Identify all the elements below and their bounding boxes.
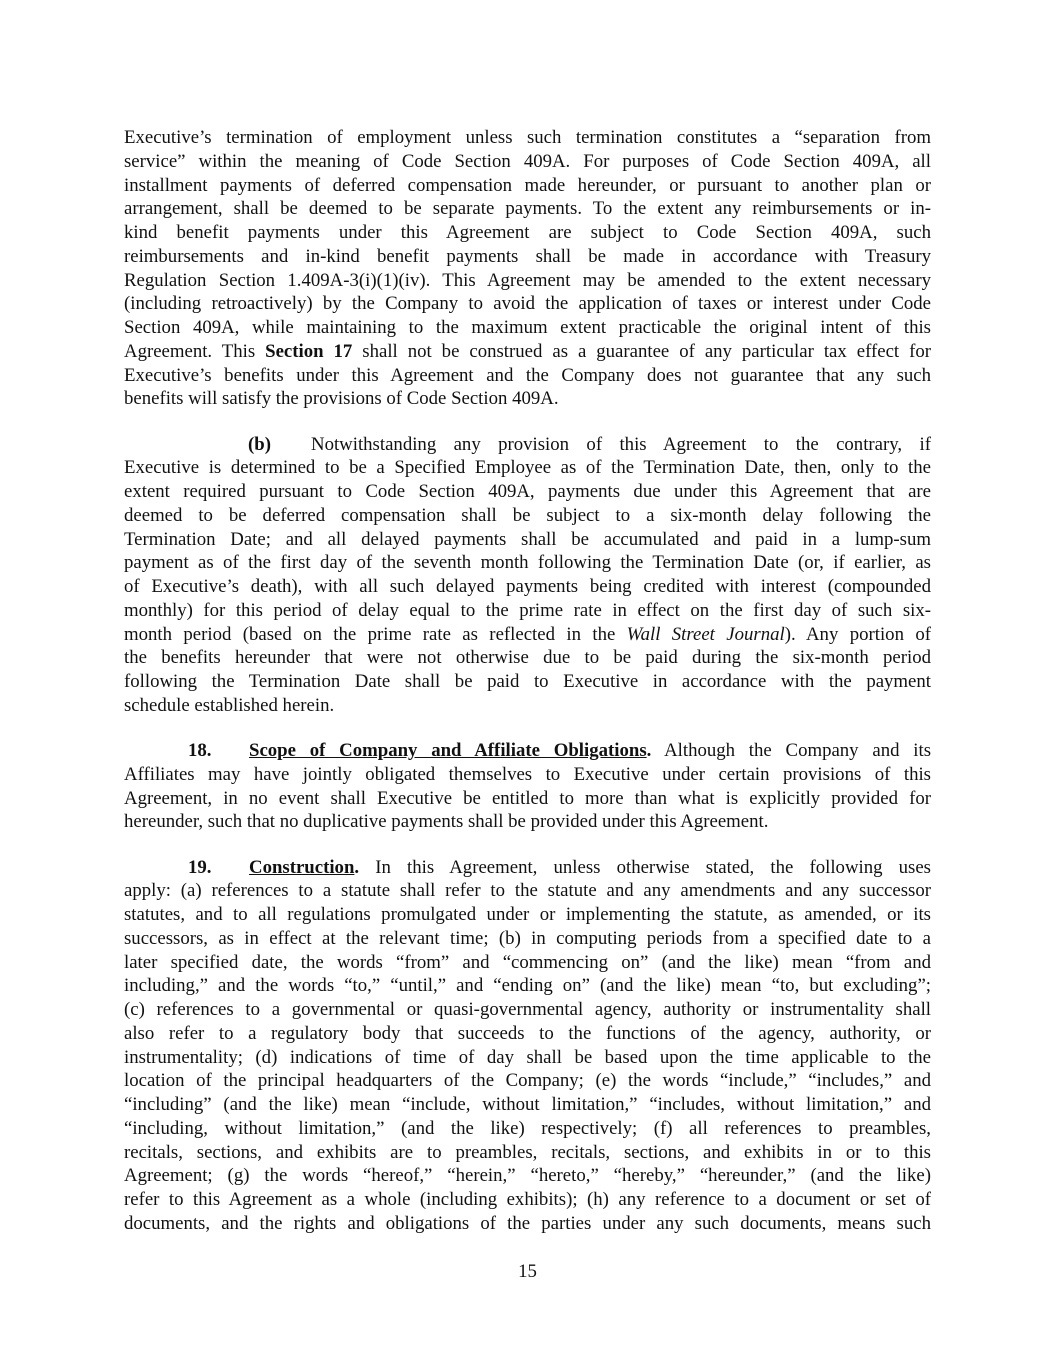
text-line (124, 340, 931, 364)
text-segment: . (354, 856, 360, 878)
text-line: instrumentality; (d) indications of time of day shall be based upon the time applicable to the (124, 1046, 931, 1068)
text-line: payment as of the first day of the seventh month following the Termination Date (or, if earlier, as (124, 552, 931, 574)
text-line: successors, as in effect at the relevant time; (b) in computing periods from a specified date to a (124, 927, 931, 949)
text-line: Executive’s termination of employment unless such termination constitutes a “separation from (124, 127, 931, 148)
text-segment: shall not be construed as a guarantee of any particular tax effect for (352, 340, 932, 362)
paragraph (124, 856, 931, 1236)
section-number: 18. (188, 740, 212, 761)
text-line: of Executive’s death), with all such delayed payments being credited with interest (compounded (124, 576, 931, 597)
page-number: 15 (518, 1261, 537, 1282)
text-line: arrangement, shall be deemed to be separate payments. To the extent any reimbursements or in- (124, 198, 931, 220)
text-line: Affiliates may have jointly obligated themselves to Executive under certain provisions of this (124, 763, 931, 785)
text-line: Section 409A, while maintaining to the maximum extent practicable the original intent of this (124, 317, 931, 338)
text-line: statutes, and to all regulations promulgated under or implementing the statute, as amended, or its (124, 904, 931, 925)
text-line: apply: (a) references to a statute shall refer to the statute and any amendments and any successor (124, 880, 931, 902)
text-line (124, 623, 931, 647)
paragraph (124, 126, 931, 411)
text-line: “including” (and the like) mean “include, without limitation,” “includes, without limitation,” and (124, 1094, 931, 1115)
text-segment: . (646, 740, 652, 761)
text-line: service” within the meaning of Code Section 409A. For purposes of Code Section 409A, all (124, 150, 931, 172)
paragraph (124, 433, 931, 718)
text-segment: In this Agreement, unless otherwise stated, the following uses (359, 856, 931, 878)
text-segment: Agreement. This (124, 340, 266, 362)
text-line: (c) references to a governmental or quasi-governmental agency, authority or instrumentality shall (124, 999, 931, 1020)
text-line: Executive is determined to be a Specified Employee as of the Termination Date, then, only to the (124, 457, 931, 479)
text-line: extent required pursuant to Code Section 409A, payments due under this Agreement that are (124, 481, 931, 502)
text-line: installment payments of deferred compensation made hereunder, or pursuant to another plan or (124, 174, 931, 196)
text-line: refer to this Agreement as a whole (including exhibits); (h) any reference to a document or set of (124, 1189, 931, 1210)
text-line: also refer to a regulatory body that succeeds to the functions of the agency, authority, or (124, 1022, 931, 1044)
text-line (124, 739, 931, 763)
text-line: location of the principal headquarters of the Company; (e) the words “include,” “includes,” and (124, 1070, 931, 1092)
text-line: kind benefit payments under this Agreement are subject to Code Section 409A, such (124, 222, 931, 243)
text-line: hereunder, such that no duplicative payments shall be provided under this Agreement. (124, 811, 769, 833)
text-line: “including, without limitation,” (and the like) respectively; (f) all references to preambles, (124, 1117, 931, 1139)
text-line: benefits will satisfy the provisions of Code Section 409A. (124, 388, 559, 410)
text-line: Agreement; (g) the words “hereof,” “herein,” “hereto,” “hereby,” “hereunder,” (and the like) (124, 1165, 931, 1187)
text-line: deemed to be deferred compensation shall be subject to a six-month delay following the (124, 504, 931, 526)
text-segment: Although the Company and its (651, 740, 931, 761)
section-number: (b) (248, 433, 271, 455)
text-line: Executive’s benefits under this Agreement and the Company does not guarantee that any such (124, 364, 931, 386)
text-segment: Wall Street Journal (626, 623, 785, 645)
text-segment: Section 17 (265, 340, 353, 362)
section-number: 19. (188, 856, 212, 878)
text-line: recitals, sections, and exhibits are to preambles, recitals, sections, and exhibits in or to this (124, 1141, 931, 1163)
section-heading: Scope of Company and Affiliate Obligations (249, 740, 647, 761)
section-heading: Construction (249, 856, 355, 878)
text-line (124, 433, 931, 457)
text-line: Regulation Section 1.409A-3(i)(1)(iv). This Agreement may be amended to the extent necessary (124, 269, 931, 291)
text-line: Agreement, in no event shall Executive be entitled to more than what is explicitly provided for (124, 787, 931, 809)
text-line: including,” and the words “to,” “until,” and “ending on” (and the like) mean “to, but excluding”; (124, 975, 931, 997)
text-segment: month period (based on the prime rate as reflected in the (124, 623, 627, 645)
text-line: monthly) for this period of delay equal to the prime rate in effect on the first day of such six- (124, 599, 931, 621)
document-page (124, 126, 931, 1257)
text-line: later specified date, the words “from” and “commencing on” (and the like) mean “from and (124, 951, 931, 973)
text-line: following the Termination Date shall be paid to Executive in accordance with the payment (124, 671, 931, 692)
paragraph (124, 739, 931, 834)
text-line: Termination Date; and all delayed payments shall be accumulated and paid in a lump-sum (124, 528, 931, 550)
text-line: schedule established herein. (124, 694, 335, 716)
text-line (124, 856, 931, 880)
text-segment: Notwithstanding any provision of this Agreement to the contrary, if (311, 433, 931, 455)
text-line: (including retroactively) by the Company to avoid the application of taxes or interest under Code (124, 293, 931, 315)
text-line: reimbursements and in-kind benefit payments shall be made in accordance with Treasury (124, 245, 931, 267)
text-segment: ). Any portion of (784, 623, 931, 645)
text-line: the benefits hereunder that were not otherwise due to be paid during the six-month period (124, 647, 931, 669)
text-line: documents, and the rights and obligations of the parties under any such documents, means such (124, 1212, 931, 1234)
